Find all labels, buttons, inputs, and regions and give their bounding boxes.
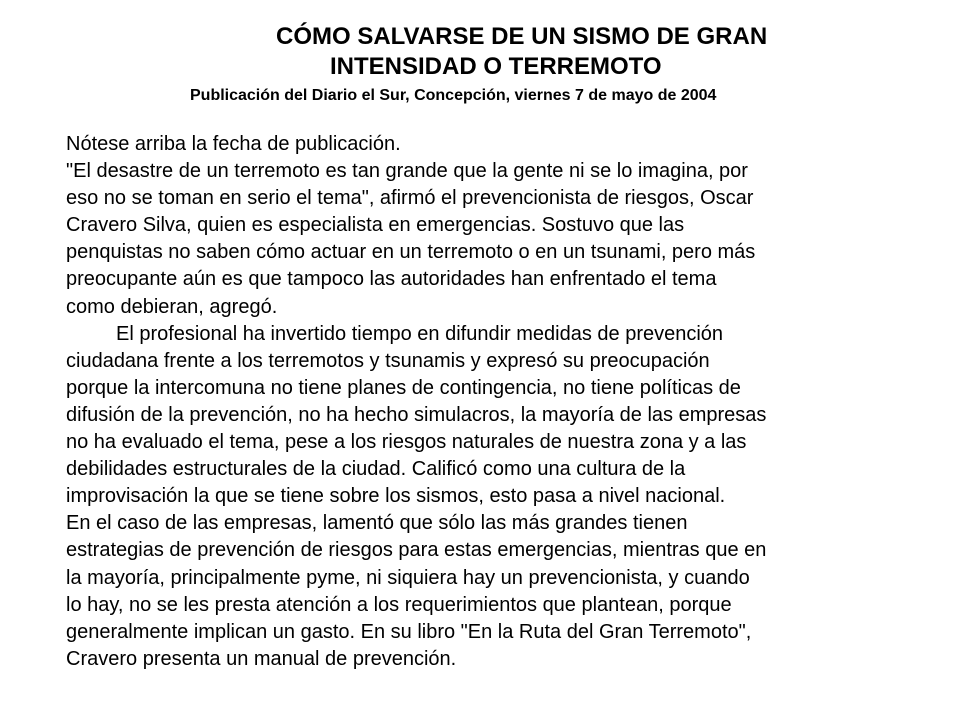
body-line: Cravero Silva, quien es especialista en emergencias. Sostuvo que las [66,214,685,237]
body-line: no ha evaluado el tema, pese a los riesgos naturales de nuestra zona y a las [66,431,747,454]
publication-subtitle: Publicación del Diario el Sur, Concepción, viernes 7 de mayo de 2004 [190,87,717,104]
body-line: improvisación la que se tiene sobre los sismos, esto pasa a nivel nacional. [66,485,726,508]
body-line: penquistas no saben cómo actuar en un terremoto o en un tsunami, pero más [66,241,756,264]
article-title-line-1: CÓMO SALVARSE DE UN SISMO DE GRAN [276,23,768,50]
body-line: difusión de la prevención, no ha hecho simulacros, la mayoría de las empresas [66,403,767,426]
body-line: preocupante aún es que tampoco las autoridades han enfrentado el tema [66,268,717,291]
body-line: eso no se toman en serio el tema", afirmó el prevencionista de riesgos, Oscar [66,187,754,210]
body-line: Cravero presenta un manual de prevención. [66,647,457,670]
body-line: "El desastre de un terremoto es tan grande que la gente ni se lo imagina, por [66,160,748,183]
body-line: porque la intercomuna no tiene planes de contingencia, no tiene políticas de [66,376,741,399]
body-line: lo hay, no se les presta atención a los requerimientos que plantean, porque [66,593,732,616]
article-title-line-2: INTENSIDAD O TERREMOTO [330,53,662,80]
body-line: Nótese arriba la fecha de publicación. [66,133,401,155]
article-body [66,131,926,673]
body-line: El profesional ha invertido tiempo en difundir medidas de prevención [116,322,724,345]
body-line: la mayoría, principalmente pyme, ni siquiera hay un prevencionista, y cuando [66,566,750,589]
body-line: ciudadana frente a los terremotos y tsunamis y expresó su preocupación [66,349,710,372]
body-line: como debieran, agregó. [66,295,278,318]
body-line: estrategias de prevención de riesgos para estas emergencias, mientras que en [66,539,767,562]
body-line: debilidades estructurales de la ciudad. Calificó como una cultura de la [66,458,686,481]
body-line: generalmente implican un gasto. En su libro "En la Ruta del Gran Terremoto", [66,620,752,643]
body-line: En el caso de las empresas, lamentó que sólo las más grandes tienen [66,512,688,535]
